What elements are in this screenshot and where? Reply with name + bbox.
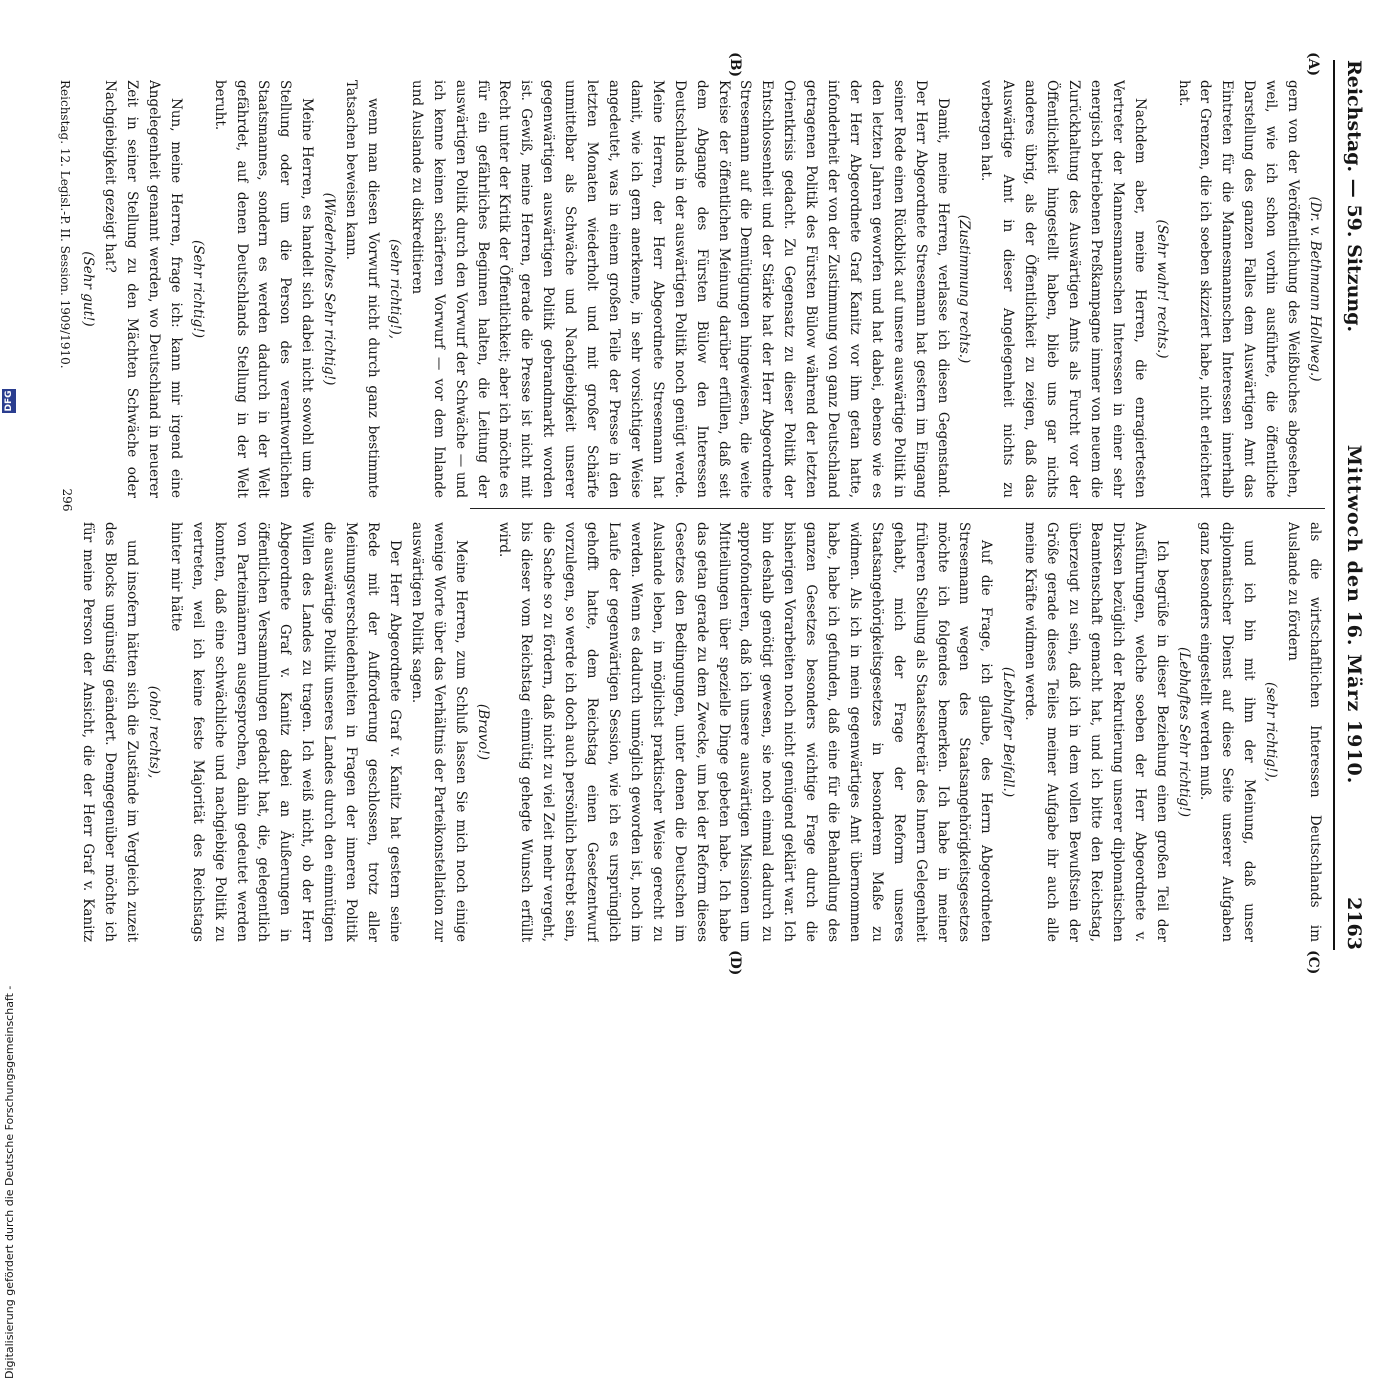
interjection: (sehr richtig!), [1263,681,1280,783]
interjection: (Zustimmung rechts.) [956,214,973,364]
interjection: (Lebhafter Beifall.) [1000,666,1017,798]
interjection: (Wiederholtes Sehr richtig!) [321,192,338,386]
header-rule [1333,60,1335,950]
column-rule [470,508,1325,509]
interjection: (Bravo!) [474,703,491,761]
paragraph: als die wirtschaftlichen Interessen Deutschlands im Auslande zu fördern [1285,522,1323,942]
paragraph: Nun, meine Herren, frage ich: kann mir irgend eine Angelegenheit genannt werden, wo Deutschland in neuerer Zeit in seiner Stellung zu den Mächten Schwäche oder Nachgiebigkeit gezeigt hat? [102,80,184,498]
paragraph: Meine Herren, zum Schluß lassen Sie mich noch einige wenige Worte über das Verhältnis der Parteikonstellation zur auswärtigen Politik sagen. [408,522,469,942]
left-column [80,80,1325,498]
speaker-name: (Dr. v. Bethmann Hollweg.) [1307,196,1323,382]
paragraph: und insofern hätten sich die Zustände im Vergleich zuzeit des Blocks ungünstig geändert. Demgegenüber möchte ich für meine Person der Ansicht, die der Herr Graf v. Kanitz [80,522,141,942]
interjection: (Sehr wahr! rechts.) [1153,219,1170,359]
interjection: (Sehr gut!) [80,251,97,327]
right-column [80,522,1325,942]
paragraph: wenn man diesen Vorwurf nicht durch ganz bestimmte Tatsachen beweisen kann. [343,80,382,498]
footer-citation: Reichstag. 12. Legisl.-P. II. Session. 1909/1910. [58,80,72,369]
paragraph: Auf die Frage, ich glaube, des Herrn Abgeordneten Stresemann wegen des Staatsangehörigkeitsgesetzes möchte ich folgendes bemerken. Ich habe in meiner früheren Stellung als Staatssekretär des Innern Gelegenheit gehabt, mich der Frage der Reform unseres Staatsangehörigkeitsgesetzes in besonderem Maße zu widmen. Als ich in mein gegenwärtiges Amt übernommen habe, habe ich gefunden, daß eine für die Behandlung des ganzen Gesetzes besonders wichtige Frage durch die bisherigen Vorarbeiten noch nicht genügend geklärt war. Ich bin deshalb genötigt gewesen, sie noch einmal dadurch zu approfondieren, daß ich unsere auswärtigen Missionen um Mitteilungen über spezielle Dinge gebeten habe. Ich habe das getan gerade zu dem Zwecke, um bei der Reform dieses Gesetzes den Bedingungen, unter denen die Deutschen im Auslande leben, in möglichst praktischer Weise gerecht zu werden. Wenn es dadurch unmöglich geworden ist, noch im Laufe der gegenwärtigen Session, wie ich es ursprünglich gehofft hatte, dem Reichstag einen Gesetzentwurf vorzulegen, so werde ich doch auch persönlich bestrebt sein, die Sache so zu fördern, daß nicht zu viel Zeit mehr vergeht, bis dieser vom Reichstag einmütig gehegte Wunsch erfüllt wird. [496,522,995,942]
interjection: (sehr richtig!), [386,238,403,340]
interjection: (Lebhaftes Sehr richtig!) [1175,646,1192,817]
paragraph: Ich begrüße in dieser Beziehung einen großen Teil der Ausführungen, welche soeben der Herr Abgeordnete v. Dirksen bezüglich der Rekrutierung unserer diplomatischen Beamtenschaft gemacht hat, und ich bitte den Reichstag, überzeugt zu sein, daß ich in dem vollen Bewußtsein der Größe gerade dieses Teiles meiner Aufgabe ihr auch alle meine Kräfte widmen werde. [1022,522,1170,942]
marker-b: (B) [727,52,743,78]
header-left: Reichstag. — 59. Sitzung. [1343,60,1365,333]
dfg-logo: DFG [4,390,14,412]
marker-a: (A) [1305,52,1321,77]
digitization-text: Digitalisierung gefördert durch die Deutsche Forschungsgemeinschaft - [3,985,16,1379]
interjection: (Sehr richtig!) [189,239,206,339]
paragraph: Damit, meine Herren, verlasse ich diesen Gegenstand. Der Herr Abgeordnete Stresemann hat gestern im Eingang seiner Rede einen Rückblick auf unsere auswärtige Politik in den letzten Jahren geworfen und hat dabei, ebenso wie es der Herr Abgeordnete Graf Kanitz vor ihm getan hatte, infonderheit der von der Zustimmung von ganz Deutschland getragenen Politik des Fürsten Bülow während der letzten Orientkrisis gedacht. Zu Gegensatz zu dieser Politik der Entschlossenheit und der Stärke hat der Herr Abgeordnete Stresemann auf die Demütigungen hingewiesen, die weite Kreise der öffentlichen Meinung darüber erfüllen, daß seit dem Abgange des Fürsten Bülow den Interessen Deutschlands in der auswärtigen Politik noch genügt werde. Meine Herren, der Herr Abgeordnete Stresemann hat damit, wie ich gern anerkenne, in sehr vorsichtiger Weise angedeutet, was in einem großen Teile der Presse in den letzten Monaten wiederholt und mit großer Schärfe unmittelbar als Schwäche und Nachgiebigkeit unserer gegenwärtigen auswärtigen Politik gebrandmarkt worden ist. Gewiß, meine Herren, gerade die Presse ist nicht mit Recht unter der Kritik der Öffentlichkeit; aber ich möchte es für ein gefährliches Beginnen halten, die Leitung der auswärtigen Politik durch den Vorwurf der Schwäche — und ich kenne keinen schärferen Vorwurf — vor dem Inlande und Auslande zu diskreditieren [408,80,951,498]
marker-d: (D) [727,950,743,976]
interjection: (oho! rechts), [145,685,162,779]
paragraph: und ich bin mit ihm der Meinung, daß unser diplomatischer Dienst auf diese Seite unserer Aufgaben ganz besonders eingestellt werden muß. [1197,522,1258,942]
paragraph: Meine Herren, es handelt sich dabei nicht sowohl um die Stellung oder um die Person des verantwortlichen Staatsmannes, sondern es werden dadurch in der Welt gefährdet, auf denen Deutschlands Stellung in der Welt beruht. [211,80,316,498]
header-page-number: 2163 [1343,897,1365,950]
paragraph: Nachdem aber, meine Herren, die enragiertesten Vertreter der Mannesmannschen Interessen in einer sehr energisch betriebenen Preßkampagne immer von neuem die Zurückhaltung des Auswärtigen Amts als Furcht vor der Öffentlichkeit hingestellt haben, blieb uns gar nichts anderes übrig, als der Öffentlichkeit zu zeigen, daß das Auswärtige Amt in dieser Angelegenheit nichts zu verbergen hat. [978,80,1148,498]
paragraph: Der Herr Abgeordnete Graf v. Kanitz hat gestern seine Rede mit der Aufforderung geschlossen, trotz aller Meinungsverschiedenheiten in Fragen der inneren Politik die auswärtige Politik unseres Landes durch den einmütigen Willen des Landes zu tragen. Ich weiß nicht, ob der Herr Abgeordnete Graf v. Kanitz dabei an Äußerungen in öffentlichen Versammlungen gedacht hat, die, gelegentlich von Parteimännern ausgesprochen, dahin gedeutet werden konnten, daß eine schwächliche und nachgiebige Politik zu vertreten, weil ich keine feste Majorität des Reichstags hinter mir hätte [167,522,403,942]
paragraph: gern von der Veröffentlichung des Weißbuches abgesehen, weil, wie ich schon vorhin ausführte, die öffentliche Darstellung des ganzen Falles dem Auswärtigen Amt das Eintreten für die Mannesmannschen Interessen innerhalb der Grenzen, die ich soeben skizziert habe, nicht erleichtert hat. [1175,80,1302,498]
page-header [1339,60,1369,950]
marker-c: (C) [1305,950,1321,975]
footer-page-number: 296 [60,488,74,512]
header-date: Mittwoch den 16. März 1910. [1343,444,1365,785]
